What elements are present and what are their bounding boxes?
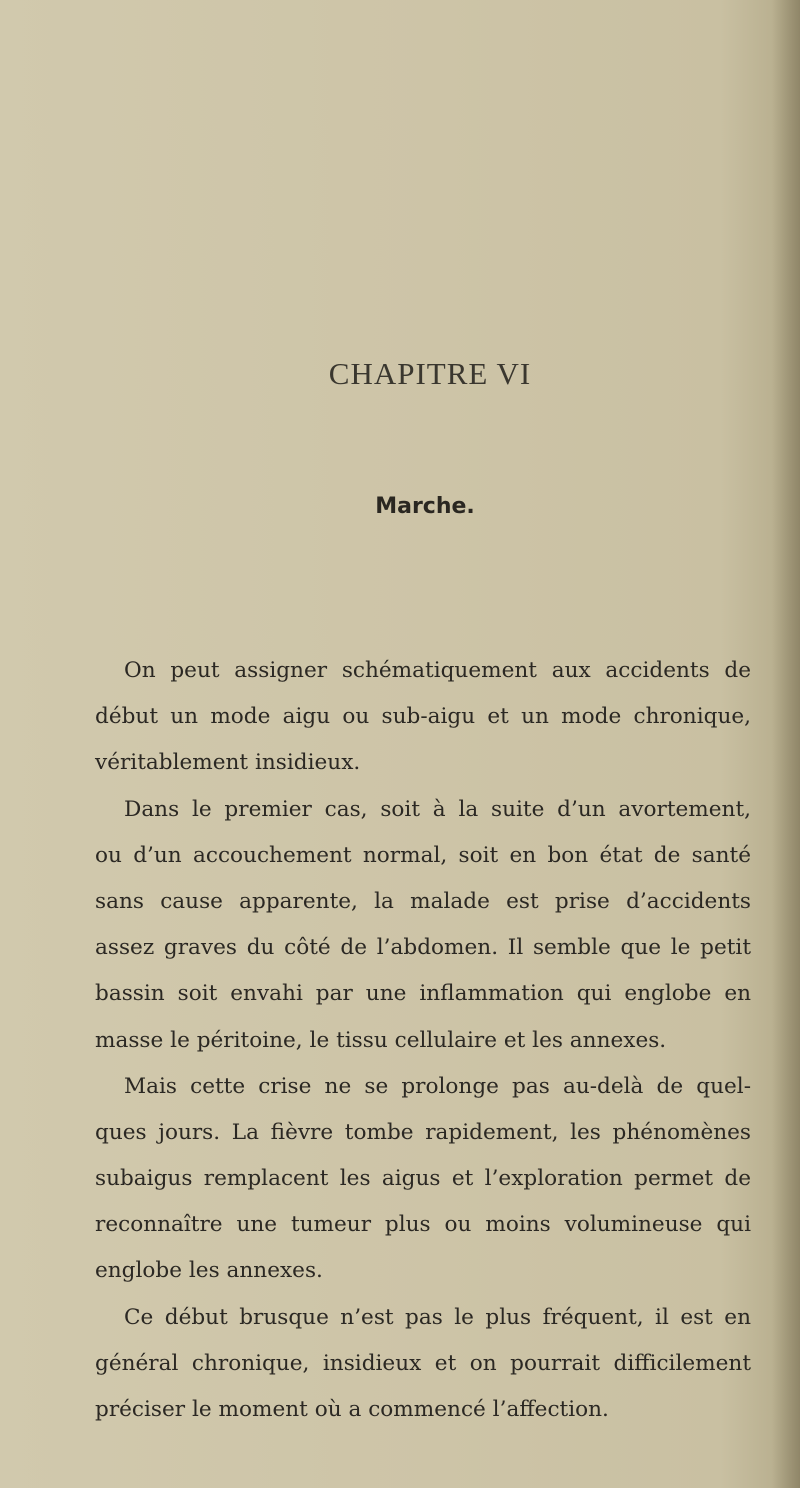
section-title: Marche. [375,494,475,519]
text-line: véritablement insidieux. [95,750,361,776]
body-text [95,648,751,1433]
text-line: On peut assigner schématiquement aux accidents de [124,658,751,683]
text-line: bassin soit envahi par une inflammation qui englobe en [95,981,751,1007]
text-line: général chronique, insidieux et on pourrait difficilement [95,1350,751,1376]
text-line: assez graves du côté de l’abdomen. Il semble que le petit [95,935,751,961]
text-line: sans cause apparente, la malade est prise d’accidents [95,888,751,914]
chapter-title: CHAPITRE VI [328,356,532,391]
text-line: Ce début brusque n’est pas le plus fréquent, il est en [124,1304,751,1330]
text-line: Dans le premier cas, soit à la suite d’un avortement, [124,796,751,822]
text-line: préciser le moment où a commencé l’affection. [95,1397,609,1422]
text-line: Mais cette crise ne se prolonge pas au-delà de quel- [124,1073,751,1099]
text-line: ou d’un accouchement normal, soit en bon état de santé [95,842,751,868]
text-line: masse le péritoine, le tissu cellulaire et les annexes. [95,1027,667,1053]
text-line: début un mode aigu ou sub-aigu et un mode chronique, [95,704,751,730]
text-line: subaigus remplacent les aigus et l’exploration permet de [95,1166,751,1192]
text-line: ques jours. La fièvre tombe rapidement, les phénomènes [95,1119,751,1145]
text-line: reconnaître une tumeur plus ou moins volumineuse qui [95,1212,751,1238]
page-edge-shadow [772,0,800,1488]
text-line: englobe les annexes. [95,1258,323,1284]
